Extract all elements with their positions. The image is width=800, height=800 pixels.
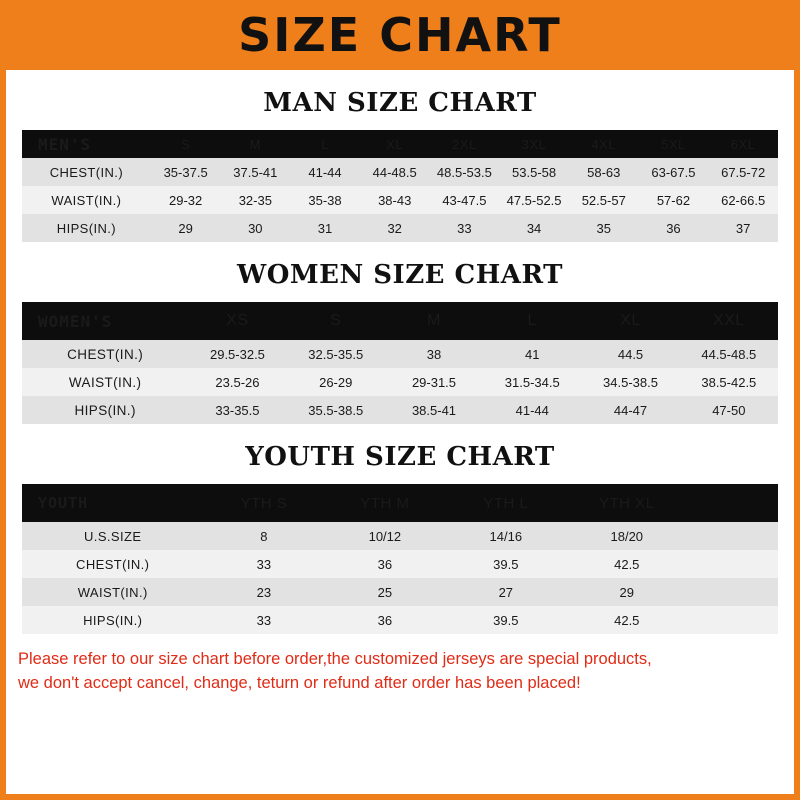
men-row-0-cell-7: 63-67.5 [639, 158, 709, 186]
table-row [22, 368, 778, 396]
men-row-1-cell-7: 57-62 [639, 186, 709, 214]
men-row-2-cell-3: 32 [360, 214, 430, 242]
footer-note-line-1: Please refer to our size chart before order,the customized jerseys are special products, [18, 650, 652, 668]
men-row-1-label: WAIST(IN.) [22, 186, 151, 214]
men-row-0-cell-1: 37.5-41 [220, 158, 290, 186]
youth-row-2-cell-3: 29 [566, 578, 687, 606]
women-row-2-cell-4: 44-47 [581, 396, 679, 424]
women-section-title: WOMEN SIZE CHART [237, 260, 563, 290]
women-row-0-label: CHEST(IN.) [22, 340, 188, 368]
men-row-1-cell-5: 47.5-52.5 [499, 186, 569, 214]
men-header-cell-2: M [220, 130, 290, 158]
men-row-0-cell-6: 58-63 [569, 158, 639, 186]
left-accent-bar [0, 0, 6, 800]
youth-row-2-label: WAIST(IN.) [22, 578, 203, 606]
women-size-table [22, 302, 778, 424]
youth-row-0-cell-spacer [687, 522, 778, 550]
right-accent-bar [794, 0, 800, 800]
table-row [22, 340, 778, 368]
men-row-0-cell-0: 35-37.5 [151, 158, 221, 186]
men-size-table [22, 130, 778, 242]
women-table-header-row [22, 302, 778, 340]
youth-row-3-cell-spacer [687, 606, 778, 634]
women-header-cell-3: M [385, 302, 483, 340]
men-row-2-cell-0: 29 [151, 214, 221, 242]
youth-header-cell-2: YTH M [324, 484, 445, 522]
men-row-2-cell-6: 35 [569, 214, 639, 242]
women-row-2-cell-1: 35.5-38.5 [287, 396, 385, 424]
women-header-cell-5: XL [581, 302, 679, 340]
youth-row-3-cell-1: 36 [324, 606, 445, 634]
men-row-2-cell-5: 34 [499, 214, 569, 242]
men-row-2-cell-7: 36 [639, 214, 709, 242]
men-row-2-cell-1: 30 [220, 214, 290, 242]
youth-section [0, 442, 800, 634]
women-row-0-cell-3: 41 [483, 340, 581, 368]
men-header-cell-9: 6XL [708, 130, 778, 158]
youth-row-1-cell-1: 36 [324, 550, 445, 578]
youth-header-cell-3: YTH L [445, 484, 566, 522]
table-row [22, 158, 778, 186]
table-row [22, 214, 778, 242]
men-header-cell-3: L [290, 130, 360, 158]
women-row-0-cell-1: 32.5-35.5 [287, 340, 385, 368]
men-row-1-cell-3: 38-43 [360, 186, 430, 214]
table-row [22, 186, 778, 214]
men-row-1-cell-8: 62-66.5 [708, 186, 778, 214]
men-table-header-row [22, 130, 778, 158]
men-header-cell-5: 2XL [430, 130, 500, 158]
youth-row-0-cell-0: 8 [203, 522, 324, 550]
women-header-cell-1: XS [188, 302, 286, 340]
youth-row-3-label: HIPS(IN.) [22, 606, 203, 634]
men-row-0-cell-4: 48.5-53.5 [430, 158, 500, 186]
men-row-1-cell-0: 29-32 [151, 186, 221, 214]
men-section [0, 88, 800, 242]
table-row [22, 606, 778, 634]
youth-header-cell-1: YTH S [203, 484, 324, 522]
men-header-cell-8: 5XL [639, 130, 709, 158]
men-row-1-cell-1: 32-35 [220, 186, 290, 214]
women-row-1-cell-3: 31.5-34.5 [483, 368, 581, 396]
men-row-0-cell-2: 41-44 [290, 158, 360, 186]
youth-row-1-cell-spacer [687, 550, 778, 578]
men-row-2-cell-2: 31 [290, 214, 360, 242]
youth-row-1-cell-2: 39.5 [445, 550, 566, 578]
header-banner [0, 0, 800, 70]
women-row-2-label: HIPS(IN.) [22, 396, 188, 424]
men-row-0-cell-8: 67.5-72 [708, 158, 778, 186]
youth-row-3-cell-3: 42.5 [566, 606, 687, 634]
footer-note-line-2: we don't accept cancel, change, teturn or refund after order has been placed! [18, 673, 581, 692]
youth-row-0-label: U.S.SIZE [22, 522, 203, 550]
men-row-0-label: CHEST(IN.) [22, 158, 151, 186]
youth-row-3-cell-0: 33 [203, 606, 324, 634]
youth-row-1-cell-3: 42.5 [566, 550, 687, 578]
youth-header-cell-0: YOUTH [22, 484, 203, 522]
men-section-title: MAN SIZE CHART [263, 88, 537, 118]
men-header-cell-0: MEN'S [22, 130, 151, 158]
women-header-cell-0: WOMEN'S [22, 302, 188, 340]
youth-row-0-cell-1: 10/12 [324, 522, 445, 550]
page-title: SIZE CHART [238, 8, 562, 62]
men-row-2-label: HIPS(IN.) [22, 214, 151, 242]
men-row-0-cell-3: 44-48.5 [360, 158, 430, 186]
youth-row-0-cell-3: 18/20 [566, 522, 687, 550]
men-row-1-cell-2: 35-38 [290, 186, 360, 214]
table-row [22, 396, 778, 424]
women-row-0-cell-4: 44.5 [581, 340, 679, 368]
youth-table-header-row [22, 484, 778, 522]
women-row-1-cell-1: 26-29 [287, 368, 385, 396]
youth-row-1-cell-0: 33 [203, 550, 324, 578]
women-row-1-cell-4: 34.5-38.5 [581, 368, 679, 396]
youth-header-cell-4: YTH XL [566, 484, 687, 522]
men-row-1-cell-4: 43-47.5 [430, 186, 500, 214]
youth-row-1-label: CHEST(IN.) [22, 550, 203, 578]
men-header-cell-7: 4XL [569, 130, 639, 158]
youth-row-0-cell-2: 14/16 [445, 522, 566, 550]
men-header-cell-4: XL [360, 130, 430, 158]
table-row [22, 550, 778, 578]
women-row-2-cell-5: 47-50 [680, 396, 778, 424]
men-header-cell-6: 3XL [499, 130, 569, 158]
men-row-0-cell-5: 53.5-58 [499, 158, 569, 186]
bottom-accent-bar [0, 794, 800, 800]
men-row-2-cell-4: 33 [430, 214, 500, 242]
women-row-0-cell-0: 29.5-32.5 [188, 340, 286, 368]
women-header-cell-2: S [287, 302, 385, 340]
women-row-1-cell-5: 38.5-42.5 [680, 368, 778, 396]
women-row-1-label: WAIST(IN.) [22, 368, 188, 396]
women-section [0, 260, 800, 424]
women-row-2-cell-3: 41-44 [483, 396, 581, 424]
table-row [22, 522, 778, 550]
women-row-1-cell-0: 23.5-26 [188, 368, 286, 396]
men-header-cell-1: S [151, 130, 221, 158]
youth-row-3-cell-2: 39.5 [445, 606, 566, 634]
youth-header-cell-spacer [687, 484, 778, 522]
table-row [22, 578, 778, 606]
women-header-cell-4: L [483, 302, 581, 340]
women-header-cell-6: XXL [680, 302, 778, 340]
women-row-2-cell-2: 38.5-41 [385, 396, 483, 424]
youth-row-2-cell-2: 27 [445, 578, 566, 606]
men-row-1-cell-6: 52.5-57 [569, 186, 639, 214]
women-row-1-cell-2: 29-31.5 [385, 368, 483, 396]
women-row-0-cell-5: 44.5-48.5 [680, 340, 778, 368]
youth-section-title: YOUTH SIZE CHART [245, 442, 555, 472]
men-row-2-cell-8: 37 [708, 214, 778, 242]
women-row-2-cell-0: 33-35.5 [188, 396, 286, 424]
footer-note [0, 634, 800, 702]
women-row-0-cell-2: 38 [385, 340, 483, 368]
youth-row-2-cell-0: 23 [203, 578, 324, 606]
youth-size-table [22, 484, 778, 634]
youth-row-2-cell-spacer [687, 578, 778, 606]
youth-row-2-cell-1: 25 [324, 578, 445, 606]
